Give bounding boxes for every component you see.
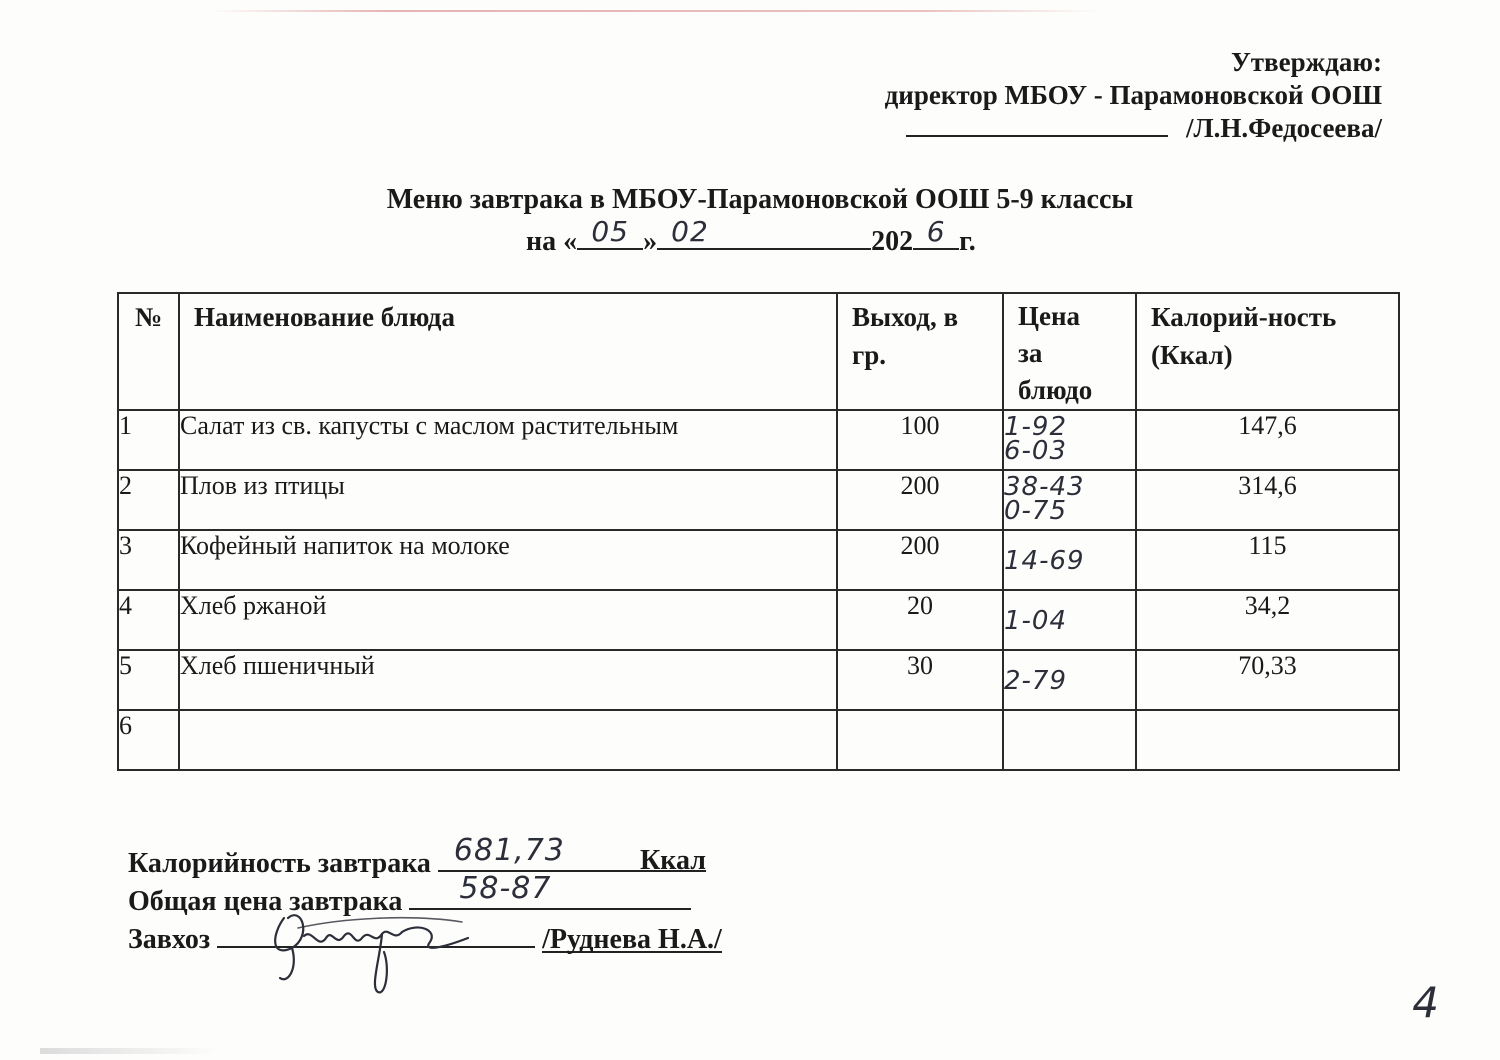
footer-calories-unit: Ккал — [639, 845, 706, 876]
header-price — [1003, 293, 1136, 410]
approval-heading: Утверждаю: — [1230, 47, 1382, 77]
footer-calories-field — [438, 833, 706, 876]
scan-smudge — [40, 1048, 220, 1054]
row-price-line1: 14-69 — [1004, 546, 1085, 576]
row-price — [1003, 590, 1136, 650]
table-row — [118, 710, 1399, 770]
row-no: 6 — [118, 710, 179, 770]
approval-signature-row — [885, 112, 1382, 145]
footer-price-label: Общая цена завтрака — [128, 886, 403, 917]
date-year-field — [913, 215, 959, 250]
date-year-prefix: 202 — [871, 226, 914, 257]
handwritten-signature — [262, 888, 482, 998]
document-title: Меню завтрака в МБОУ-Парамоновской ООШ 5-9 классы — [386, 184, 1134, 215]
date-line — [526, 215, 976, 260]
row-yield: 100 — [837, 410, 1003, 470]
row-yield: 20 — [837, 590, 1003, 650]
date-month-field — [657, 215, 871, 250]
row-dish-name: Плов из птицы — [179, 470, 837, 530]
footer-calories-row — [128, 833, 722, 880]
row-calories: 34,2 — [1136, 590, 1399, 650]
footer-price-value: 58-87 — [459, 871, 552, 906]
header-calories — [1136, 293, 1399, 410]
table-row — [118, 410, 1399, 470]
row-price — [1003, 410, 1136, 470]
row-no: 3 — [118, 530, 179, 590]
table-row — [118, 530, 1399, 590]
date-year-digit: 6 — [926, 215, 946, 248]
header-calories-text: Калорий-ность (Ккал) — [1151, 302, 1337, 370]
row-price — [1003, 530, 1136, 590]
header-yield-text: Выход, в гр. — [852, 302, 959, 370]
footer-manager-name: /Руднева Н.А./ — [542, 924, 722, 955]
header-yield — [837, 293, 1003, 410]
table-row — [118, 650, 1399, 710]
row-price-line1: 1-92 — [1004, 412, 1068, 442]
row-calories: 314,6 — [1136, 470, 1399, 530]
row-no: 2 — [118, 470, 179, 530]
row-price-line2: 6-03 — [1004, 436, 1068, 466]
row-price-line1: 1-04 — [1004, 606, 1068, 636]
row-yield — [837, 710, 1003, 770]
approval-name: /Л.Н.Федосеева/ — [1186, 113, 1382, 143]
table-row — [118, 470, 1399, 530]
row-price — [1003, 650, 1136, 710]
row-calories: 147,6 — [1136, 410, 1399, 470]
row-calories: 70,33 — [1136, 650, 1399, 710]
date-mid: » — [643, 226, 658, 257]
row-dish-name: Салат из св. капусты с маслом растительным — [179, 410, 837, 470]
footer-manager-name-field — [542, 921, 722, 953]
table-row — [118, 590, 1399, 650]
row-dish-name: Хлеб пшеничный — [179, 650, 837, 710]
row-yield: 200 — [837, 530, 1003, 590]
menu-table — [117, 292, 1400, 771]
approval-signature-line — [906, 113, 1168, 137]
date-prefix: на « — [526, 226, 578, 257]
header-no: № — [118, 293, 179, 410]
row-price-line2: 0-75 — [1004, 496, 1068, 526]
approval-block — [885, 46, 1382, 145]
row-no: 4 — [118, 590, 179, 650]
row-calories: 115 — [1136, 530, 1399, 590]
row-price — [1003, 710, 1136, 770]
footer-calories-label: Калорийность завтрака — [128, 848, 431, 879]
row-no: 1 — [118, 410, 179, 470]
date-day: 05 — [591, 215, 629, 248]
approval-position: директор МБОУ - Парамоновской ООШ — [884, 80, 1382, 110]
page-number: 4 — [1412, 978, 1440, 1027]
row-dish-name — [179, 710, 837, 770]
footer-manager-label: Завхоз — [128, 924, 211, 955]
date-suffix: г. — [959, 226, 976, 257]
table-header-row — [118, 293, 1399, 410]
header-price-text: Цена за блюдо — [1018, 301, 1093, 405]
row-price-line1: 2-79 — [1004, 666, 1068, 696]
row-yield: 30 — [837, 650, 1003, 710]
header-name: Наименование блюда — [179, 293, 837, 410]
row-no: 5 — [118, 650, 179, 710]
date-day-field — [577, 215, 643, 250]
row-calories — [1136, 710, 1399, 770]
footer-calories-value: 681,73 — [453, 833, 565, 868]
row-dish-name: Хлеб ржаной — [179, 590, 837, 650]
date-month: 02 — [671, 215, 709, 248]
row-price-line1: 38-43 — [1004, 472, 1085, 502]
scan-edge-mark — [210, 10, 1100, 12]
row-yield: 200 — [837, 470, 1003, 530]
row-price — [1003, 470, 1136, 530]
row-dish-name: Кофейный напиток на молоке — [179, 530, 837, 590]
